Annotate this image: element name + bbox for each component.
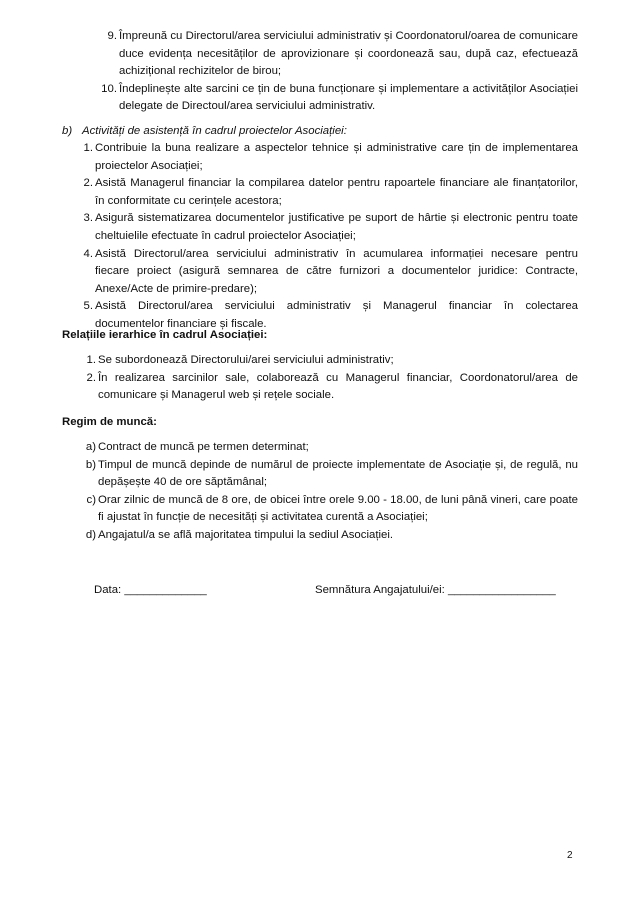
list-item-text: În realizarea sarcinilor sale, colaborează cu Managerul financiar, Coordonatorul/area de comunicare și Managerul web și rețele sociale. (98, 371, 578, 402)
page-number: 2 (567, 850, 573, 861)
list-item-text: Împreună cu Directorul/area serviciului administrativ și Coordonatorul/oarea de comunicare duce evidența necesităților de aprovizionare și coordonează sau, după caz, efectuează achizițional rechizitelor de birou; (119, 30, 578, 78)
regime-list (85, 439, 578, 545)
list-item-text: Asistă Directorul/area serviciului administrativ în acumularea informației necesare pentru fiecare proiect (asigură semnarea de către furnizori a documentelor juridice: Contracte, Anexe/Acte de primire-predare); (95, 247, 578, 295)
list-marker: b) (85, 458, 96, 471)
list-item (83, 140, 578, 175)
list-item (86, 370, 578, 405)
list-item-text: Contribuie la buna realizare a aspectelor tehnice și administrative care țin de implementarea proiectelor Asociației; (95, 142, 578, 172)
list-item-text: Îndeplinește alte sarcini ce țin de buna funcționare și implementare a activităților Asociației delegate de Directoul/area serviciului administrativ. (119, 82, 578, 113)
list-item (83, 246, 578, 299)
list-item (101, 81, 578, 116)
list-marker: 1. (86, 354, 96, 366)
list-marker: 3. (83, 212, 93, 225)
list-item-text: Orar zilnic de muncă de 8 ore, de obicei între orele 9.00 - 18.00, de luni până vineri, care poate fi ajustat în funcție de necesități și activitatea curentă a Asociației; (98, 493, 578, 524)
list-marker: 9. (107, 30, 117, 42)
list-item-text: Asistă Managerul financiar la compilarea datelor pentru rapoartele financiare ale finanțatorilor, în conformitate cu cerințele acestora; (95, 177, 578, 207)
relations-heading: Relațiile ierarhice în cadrul Asociației: (62, 329, 268, 341)
list-marker: 2. (83, 177, 93, 190)
list-item (86, 492, 578, 527)
task-list-continued (101, 28, 578, 116)
list-marker: 10. (101, 82, 117, 95)
list-item-text: Se subordonează Directorului/arei serviciului administrativ; (98, 354, 394, 366)
list-item-text: Asigură sistematizarea documentelor justificative pe suport de hârtie și electronic pentru toate cheltuielile efectuate în cadrul proiectelor Asociației; (95, 212, 578, 242)
section-b-marker: b) (62, 125, 73, 137)
section-b-heading (62, 123, 347, 141)
list-item-text: Contract de muncă pe termen determinat; (98, 441, 309, 453)
list-item-text: Asistă Directorul/area serviciului administrativ și Managerul financiar în colectarea documentelor financiare și fiscale. (95, 300, 578, 330)
list-item-text: Timpul de muncă depinde de numărul de proiecte implementate de Asociație și, de regulă, nu depășește 40 de ore săptămânal; (98, 458, 578, 489)
list-marker: a) (85, 441, 96, 453)
list-marker: 2. (86, 371, 96, 384)
section-b-title: Activități de asistență în cadrul proiectelor Asociației: (82, 125, 347, 137)
list-marker: d) (85, 528, 96, 541)
list-item (86, 352, 578, 370)
list-item (83, 210, 578, 245)
list-marker: 5. (83, 300, 93, 313)
list-item (85, 457, 578, 492)
regime-heading: Regim de muncă: (62, 416, 157, 428)
list-item-text: Angajatul/a se află majoritatea timpului la sediul Asociației. (98, 528, 394, 541)
employee-signature-line: Semnătura Angajatului/ei: _________________ (315, 584, 556, 596)
list-marker: c) (86, 493, 96, 506)
date-signature-line: Data: _____________ (94, 584, 207, 596)
list-marker: 1. (83, 142, 93, 154)
project-assistance-list (83, 140, 578, 334)
list-item (107, 28, 578, 81)
list-item (85, 439, 578, 457)
relations-list (86, 352, 578, 405)
list-marker: 4. (83, 247, 93, 260)
list-item (83, 175, 578, 210)
list-item (85, 527, 578, 545)
